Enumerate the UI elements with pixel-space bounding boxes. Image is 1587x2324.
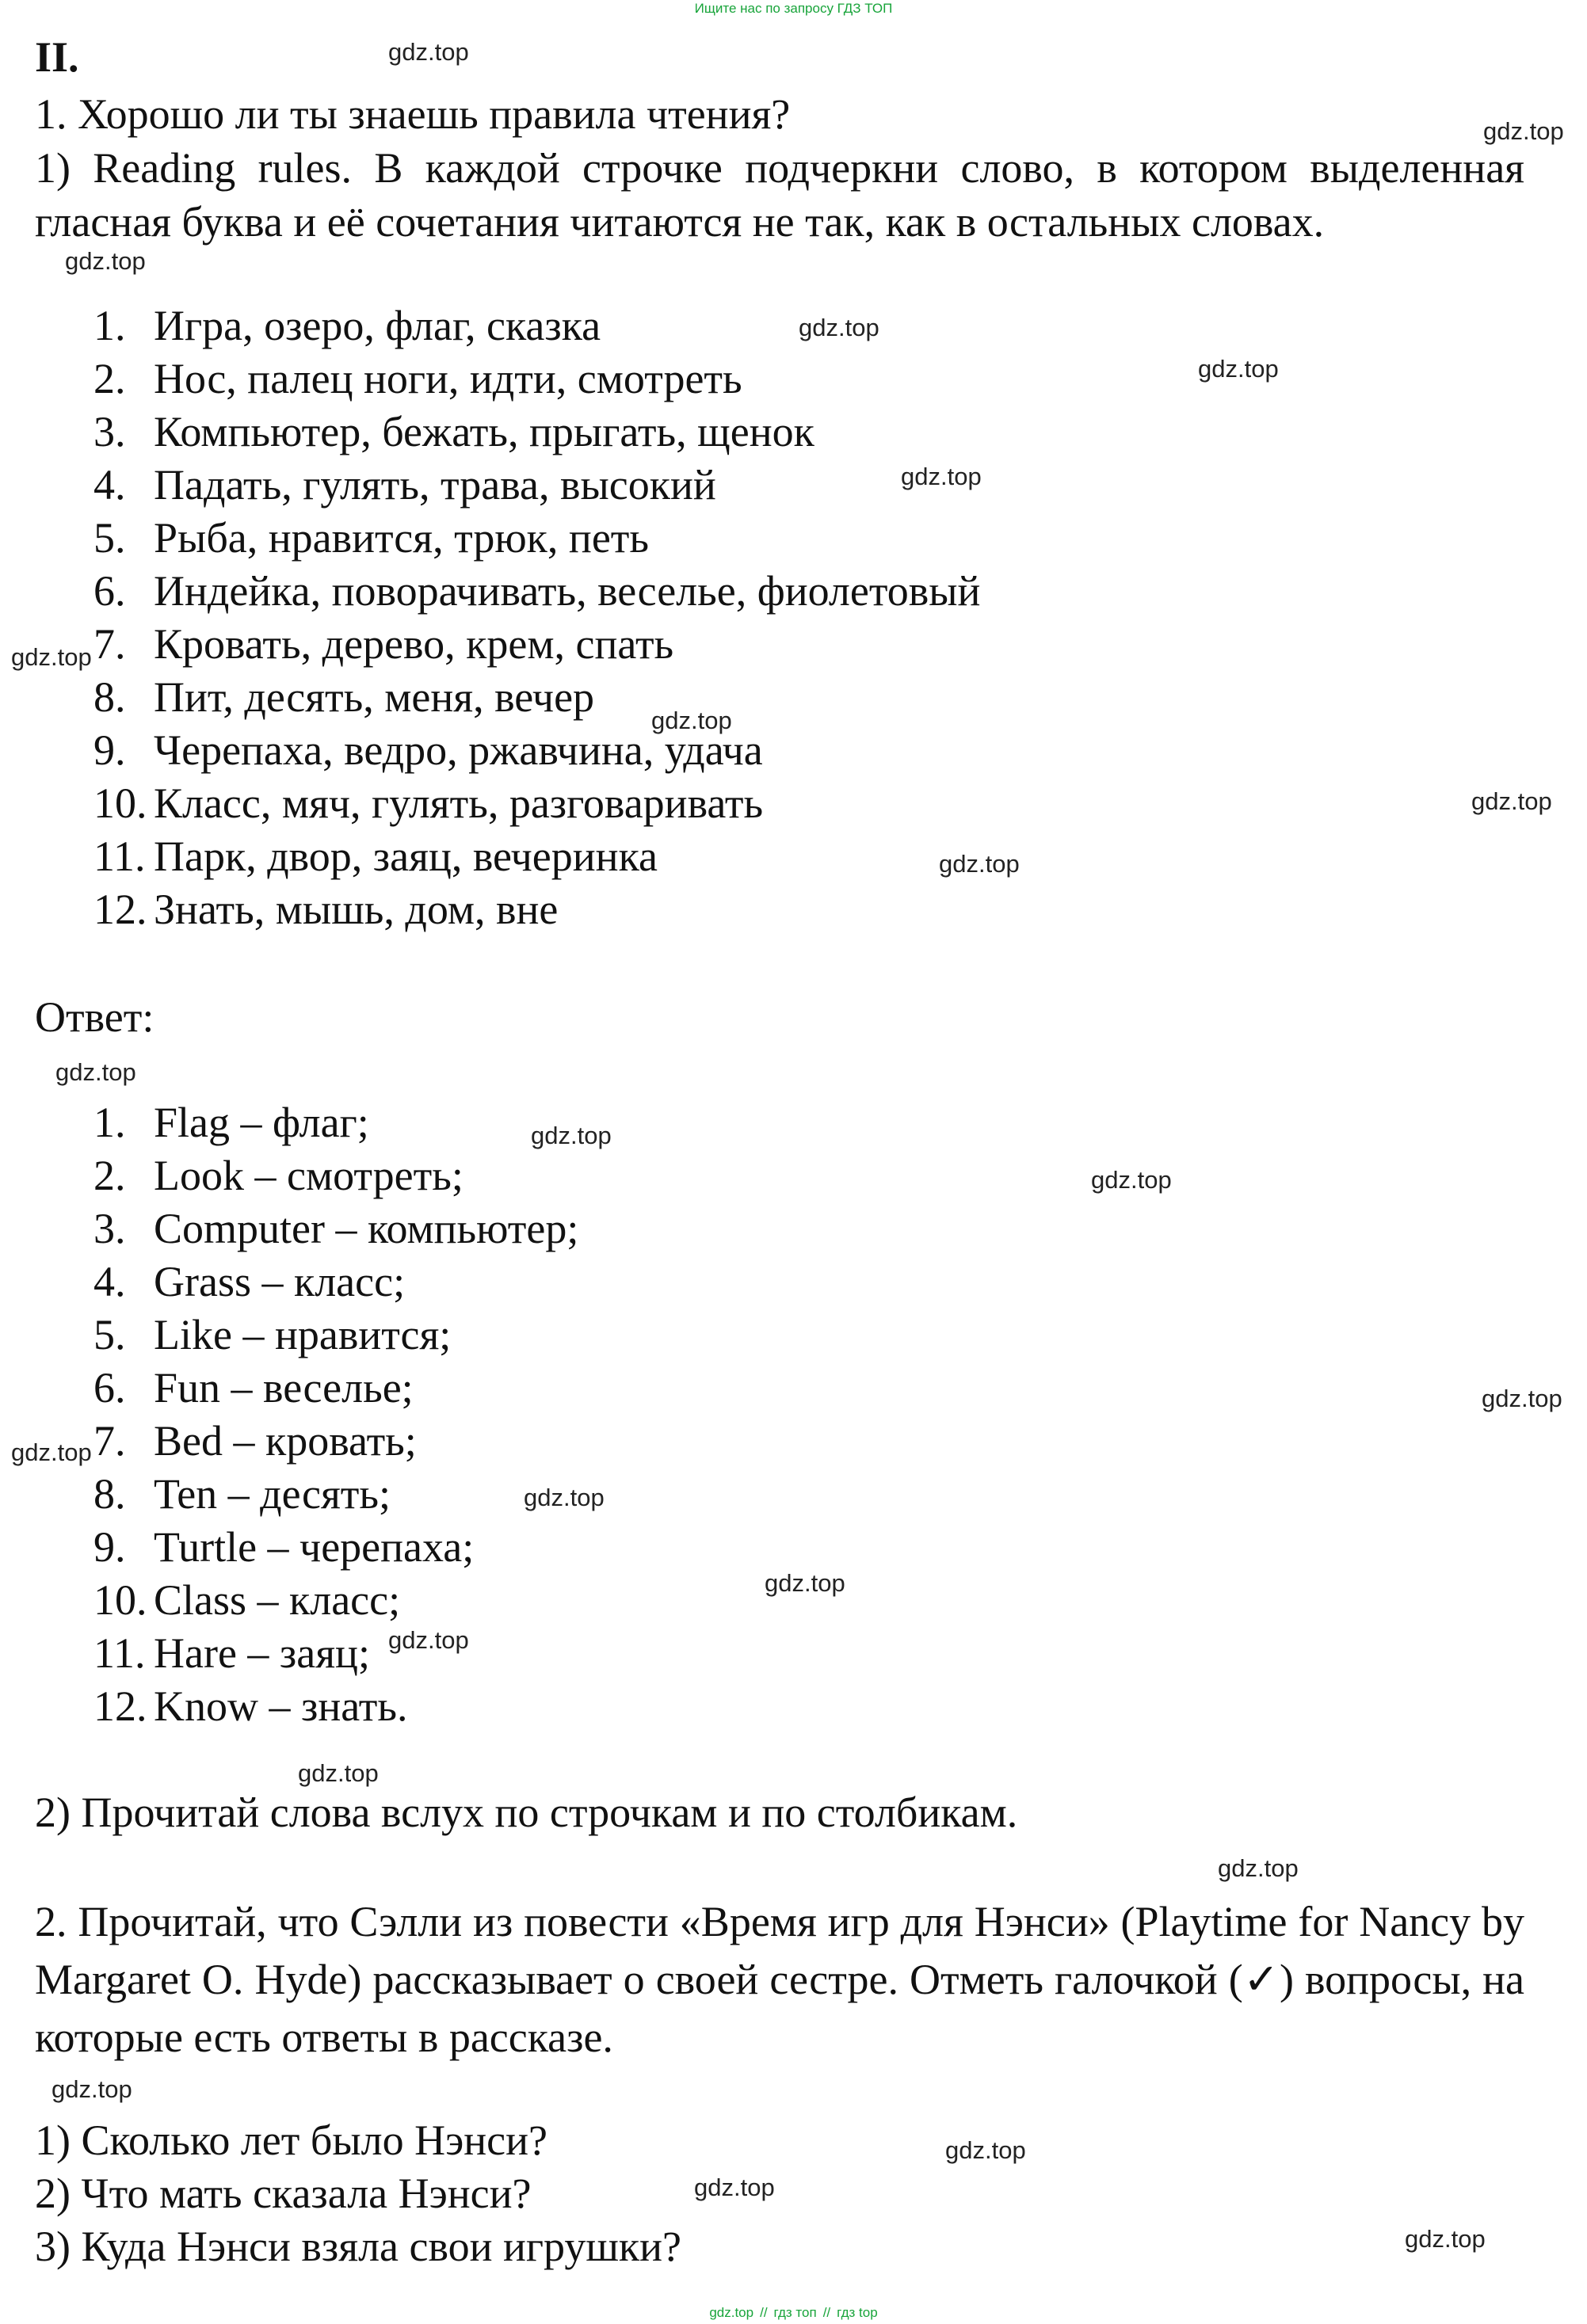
item-number: 8. xyxy=(93,673,126,721)
watermark-text: gdz.top xyxy=(1091,1166,1172,1194)
watermark-text: gdz.top xyxy=(945,2136,1026,2164)
footer-separator: // xyxy=(822,2305,831,2320)
footer-separator: // xyxy=(760,2305,768,2320)
watermark-text: gdz.top xyxy=(65,247,146,275)
item-text: Computer – компьютер; xyxy=(154,1205,579,1252)
item-number: 4. xyxy=(93,461,126,509)
item-number: 3. xyxy=(93,408,126,455)
list-item xyxy=(93,1309,578,1362)
list-item xyxy=(93,512,980,565)
list-item xyxy=(93,1415,578,1468)
item-number: 10. xyxy=(93,1576,147,1624)
item-number: 5. xyxy=(93,1311,126,1358)
watermark-text: gdz.top xyxy=(799,314,879,341)
item-number: 12. xyxy=(93,886,147,933)
item-number: 12. xyxy=(93,1682,147,1730)
watermark-text: gdz.top xyxy=(651,707,732,734)
question-2: 2) Что мать сказала Нэнси? xyxy=(35,2170,532,2217)
watermark-text: gdz.top xyxy=(694,2174,775,2201)
list-item xyxy=(93,1627,578,1680)
watermark-text: gdz.top xyxy=(52,2075,132,2103)
list-item xyxy=(93,724,980,777)
watermark-text: gdz.top xyxy=(531,1122,612,1149)
item-text: Ten – десять; xyxy=(154,1470,391,1518)
item-text: Парк, двор, заяц, вечеринка xyxy=(154,832,658,880)
list-item xyxy=(93,565,980,618)
watermark-text: gdz.top xyxy=(298,1759,379,1787)
item-text: Игра, озеро, флаг, сказка xyxy=(154,302,601,349)
list-item xyxy=(93,618,980,671)
item-text: Class – класс; xyxy=(154,1576,401,1624)
item-number: 7. xyxy=(93,620,126,668)
watermark-text: gdz.top xyxy=(1218,1854,1299,1882)
subtask2-text: 2) Прочитай слова вслух по строчкам и по столбикам. xyxy=(35,1789,1018,1836)
list-item xyxy=(93,1202,578,1255)
item-text: Hare – заяц; xyxy=(154,1629,370,1677)
task2-intro: 2. Прочитай, что Сэлли из повести «Время игр для Нэнси» (Playtime for Nancy by Margaret O. Hyde) рассказывает о своей сестре. Отметь галочкой (✓) вопросы, на которые есть ответы в рассказе. xyxy=(35,1898,1524,2061)
list-item xyxy=(93,777,980,830)
item-text: Нос, палец ноги, идти, смотреть xyxy=(154,355,742,402)
watermark-text: gdz.top xyxy=(55,1058,136,1086)
header-search-link[interactable]: Ищите нас по запросу ГДЗ ТОП xyxy=(694,1,893,16)
item-number: 8. xyxy=(93,1470,126,1518)
question-3: 3) Куда Нэнси взяла свои игрушки? xyxy=(35,2223,682,2270)
item-text: Класс, мяч, гулять, разговаривать xyxy=(154,779,764,827)
list-item xyxy=(93,1680,578,1733)
item-number: 4. xyxy=(93,1258,126,1305)
list-item xyxy=(93,1149,578,1202)
item-text: Look – смотреть; xyxy=(154,1152,464,1199)
list-item xyxy=(93,1574,578,1627)
list-item xyxy=(93,1521,578,1574)
word-list xyxy=(93,299,980,936)
item-number: 6. xyxy=(93,567,126,615)
footer-links xyxy=(0,2305,1587,2321)
task1-title: 1. Хорошо ли ты знаешь правила чтения? xyxy=(35,90,791,138)
list-item xyxy=(93,406,980,459)
list-item xyxy=(93,1362,578,1415)
item-number: 11. xyxy=(93,1629,146,1677)
item-number: 1. xyxy=(93,1099,126,1146)
watermark-text: gdz.top xyxy=(11,643,92,671)
answer-list xyxy=(93,1096,578,1733)
item-text: Пит, десять, меня, вечер xyxy=(154,673,595,721)
footer-link-gdz-top-ru[interactable]: гдз топ xyxy=(773,2305,817,2320)
item-number: 2. xyxy=(93,355,126,402)
watermark-text: gdz.top xyxy=(939,850,1020,878)
item-text: Like – нравится; xyxy=(154,1311,452,1358)
list-item xyxy=(93,1096,578,1149)
item-number: 1. xyxy=(93,302,126,349)
watermark-text: gdz.top xyxy=(765,1569,845,1597)
list-item xyxy=(93,352,980,406)
watermark-text: gdz.top xyxy=(524,1484,605,1511)
item-text: Компьютер, бежать, прыгать, щенок xyxy=(154,408,814,455)
footer-link-gdz-top-mixed[interactable]: гдз top xyxy=(837,2305,878,2320)
watermark-text: gdz.top xyxy=(1471,787,1552,815)
section-heading: II. xyxy=(35,33,79,81)
item-number: 7. xyxy=(93,1417,126,1465)
list-item xyxy=(93,883,980,936)
list-item xyxy=(93,671,980,724)
watermark-text: gdz.top xyxy=(1405,2225,1486,2253)
item-number: 2. xyxy=(93,1152,126,1199)
list-item xyxy=(93,830,980,883)
watermark-text: gdz.top xyxy=(388,38,469,66)
item-text: Turtle – черепаха; xyxy=(154,1523,475,1571)
item-text: Кровать, дерево, крем, спать xyxy=(154,620,674,668)
item-text: Know – знать. xyxy=(154,1682,408,1730)
item-number: 11. xyxy=(93,832,146,880)
item-text: Рыба, нравится, трюк, петь xyxy=(154,514,650,562)
question-1: 1) Сколько лет было Нэнси? xyxy=(35,2116,547,2164)
watermark-text: gdz.top xyxy=(11,1438,92,1466)
item-number: 9. xyxy=(93,726,126,774)
item-text: Знать, мышь, дом, вне xyxy=(154,886,559,933)
item-text: Падать, гулять, трава, высокий xyxy=(154,461,716,509)
list-item xyxy=(93,1468,578,1521)
item-text: Flag – флаг; xyxy=(154,1099,369,1146)
task1-instruction: 1) Reading rules. В каждой строчке подчеркни слово, в котором выделенная гласная буква и её сочетания читаются не так, как в остальных словах. xyxy=(35,144,1524,246)
watermark-text: gdz.top xyxy=(1482,1385,1562,1412)
item-text: Индейка, поворачивать, веселье, фиолетовый xyxy=(154,567,981,615)
item-text: Grass – класс; xyxy=(154,1258,406,1305)
watermark-text: gdz.top xyxy=(1483,117,1564,145)
item-text: Bed – кровать; xyxy=(154,1417,417,1465)
item-text: Fun – веселье; xyxy=(154,1364,414,1412)
list-item xyxy=(93,1255,578,1309)
watermark-text: gdz.top xyxy=(1198,355,1279,383)
item-number: 3. xyxy=(93,1205,126,1252)
footer-link-gdz-top[interactable]: gdz.top xyxy=(709,2305,754,2320)
watermark-text: gdz.top xyxy=(901,463,982,490)
item-number: 10. xyxy=(93,779,147,827)
list-item xyxy=(93,459,980,512)
item-number: 5. xyxy=(93,514,126,562)
item-number: 9. xyxy=(93,1523,126,1571)
answer-label: Ответ: xyxy=(35,993,155,1041)
item-text: Черепаха, ведро, ржавчина, удача xyxy=(154,726,763,774)
item-number: 6. xyxy=(93,1364,126,1412)
watermark-text: gdz.top xyxy=(388,1626,469,1654)
